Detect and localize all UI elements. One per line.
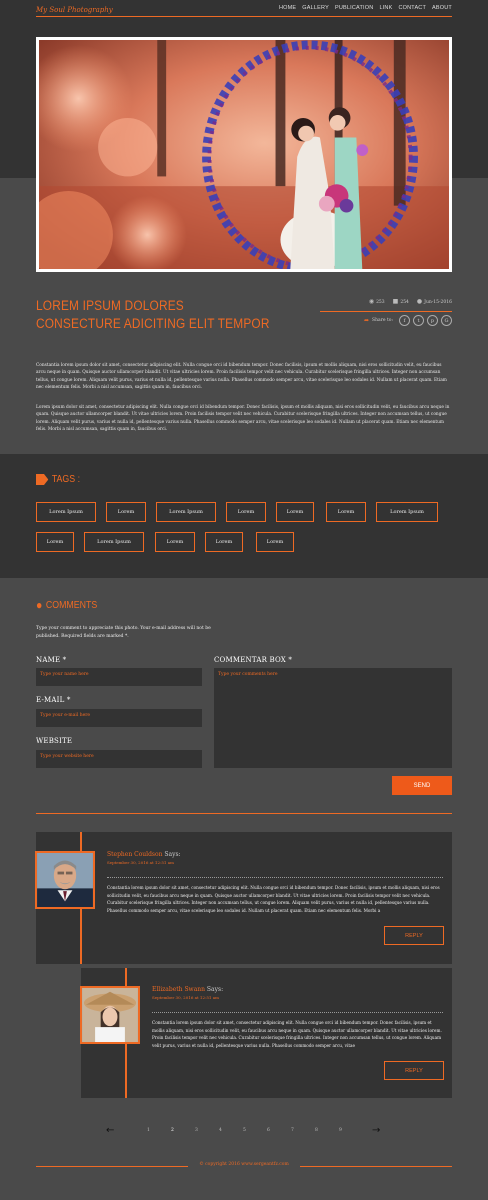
comment-author — [152, 986, 223, 993]
page-link[interactable]: 3 — [195, 1128, 198, 1133]
page-link[interactable]: 9 — [339, 1128, 342, 1133]
tag-item[interactable]: Lorem — [326, 502, 366, 522]
tag-item[interactable]: Lorem — [106, 502, 146, 522]
email-label: E-MAIL * — [36, 696, 71, 704]
comments-heading — [36, 598, 97, 612]
tag-item[interactable]: Lorem Ipsum — [84, 532, 144, 552]
facebook-icon[interactable]: f — [399, 315, 410, 326]
copyright: © copyright 2016 www.sergeantfz.com — [199, 1162, 289, 1167]
site-logo[interactable]: My Soul Photography — [36, 6, 113, 14]
nav-about[interactable]: ABOUT — [432, 5, 452, 11]
eye-icon: ◉ — [368, 298, 375, 305]
website-input[interactable]: Type your website here — [36, 750, 202, 768]
reply-button[interactable]: REPLY — [384, 926, 444, 945]
email-input[interactable]: Type your e-mail here — [36, 709, 202, 727]
post-title — [36, 297, 270, 333]
form-intro: Type your comment to appreciate this photo. Your e-mail address will not be published. Required fields are marked *. — [36, 626, 211, 639]
speech-bubble-icon: ● — [36, 598, 43, 612]
google-plus-icon[interactable]: G — [441, 315, 452, 326]
share-icon: ➦ — [364, 317, 370, 324]
comments-heading-label: COMMENTS — [45, 599, 98, 611]
comment-says: Says: — [205, 986, 224, 993]
tags-heading — [36, 474, 80, 485]
comment-author-name[interactable]: Stephen Couldson — [107, 851, 163, 858]
comment-text: Constantia lorem ipsum dolor sit amet, consectetur adipiscing elit. Nulla congue orci id bibendum tempor. Donec facilisis, ipsum et mollis aliquam, nisi eros sollicitudin velit, eu faucibus arcu neque in quam. Quisque auctor ullamcorper blandit. Ut vitae ultricies lorem. Proin facilisis tempor velit nec vehicula. Curabitur scelerisque fringilla ultrices. Integer non accumsan tellus, ut congue lorem. Aliquam velit purus, varius et nulla id, pellentesque varius nulla. Phasellus commodo semper arcu, vitae scelerisque leo sodales id. Nullam ut placerat quam. Etiam nec elementum felis. Morbi a — [107, 885, 440, 913]
name-label: NAME * — [36, 656, 67, 664]
post-paragraph-2: Lorem ipsum dolor sit amet, consectetur adipiscing elit. Nulla congue orci id bibendum tempor. Donec facilisis, ipsum et mollis aliquam, nisi eros sollicitudin velit, eu faucibus arcu neque in quam. Quisque auctor ullamcorper blandit. Ut vitae ultricies lorem. Proin facilisis tempor velit nec vehicula. Curabitur scelerisque fringilla ultrices. Integer non accumsan tellus, ut congue lorem. Aliquam velit purus, varius et nulla id, pellentesque varius nulla. Phasellus commodo semper arcu, vitae scelerisque leo sodales id. Nullam ut placerat quam. Etiam nec elementum felis. Morbi a nisl accumsan, sagittis quam in, faucibus orci. — [36, 405, 450, 432]
share-label: Share to: — [372, 318, 393, 323]
post-date: Jun-15-2016 — [424, 300, 452, 305]
page-link[interactable]: 1 — [147, 1128, 150, 1133]
section-divider — [36, 813, 452, 814]
comment-says: Says: — [162, 851, 181, 858]
tag-item[interactable]: Lorem Ipsum — [376, 502, 438, 522]
meta-divider — [320, 311, 452, 312]
comment-box-input[interactable]: Type your comments here — [214, 668, 452, 768]
pinterest-icon[interactable]: p — [427, 315, 438, 326]
tag-item[interactable]: Lorem — [36, 532, 74, 552]
post-title-line2: CONSECTURE ADICITING ELIT TEMPOR — [36, 316, 270, 331]
page-link[interactable]: 4 — [219, 1128, 222, 1133]
comment-divider — [152, 1012, 443, 1013]
nav-link[interactable]: LINK — [379, 5, 393, 11]
nav-gallery[interactable]: GALLERY — [302, 5, 329, 11]
tags-heading-label: TAGS : — [51, 474, 81, 485]
post-meta — [369, 298, 452, 305]
send-button[interactable]: SEND — [392, 776, 452, 795]
tag-item[interactable]: Lorem — [155, 532, 195, 552]
prev-page-arrow-icon[interactable]: ← — [106, 1125, 115, 1136]
main-nav — [279, 5, 452, 11]
next-page-arrow-icon[interactable]: → — [372, 1125, 381, 1136]
comment-author-name[interactable]: Ellizabeth Swann — [152, 986, 206, 993]
nav-contact[interactable]: CONTACT — [398, 5, 427, 11]
tag-item[interactable]: Lorem — [276, 502, 314, 522]
page-link-active[interactable]: 2 — [171, 1128, 174, 1133]
comment-date: September 30, 2016 at 12:51 am — [107, 860, 174, 865]
comments-stat — [393, 298, 409, 305]
page-link[interactable]: 6 — [267, 1128, 270, 1133]
nav-divider — [36, 16, 452, 17]
website-label: WEBSITE — [36, 737, 73, 745]
tag-item[interactable]: Lorem — [205, 532, 243, 552]
page-link[interactable]: 8 — [315, 1128, 318, 1133]
tag-item[interactable]: Lorem — [226, 502, 266, 522]
tag-item[interactable]: Lorem Ipsum — [156, 502, 216, 522]
nav-home[interactable]: HOME — [278, 5, 297, 11]
tag-icon — [36, 474, 48, 485]
clock-icon: ● — [416, 298, 423, 305]
name-input[interactable]: Type your name here — [36, 668, 202, 686]
comment-icon: ■ — [392, 298, 399, 305]
hero-photo — [36, 37, 452, 272]
views-stat — [369, 298, 385, 305]
share-bar — [364, 315, 452, 326]
page-link[interactable]: 7 — [291, 1128, 294, 1133]
reply-button[interactable]: REPLY — [384, 1061, 444, 1080]
pagination — [0, 1127, 488, 1139]
nav-publication[interactable]: PUBLICATION — [334, 5, 374, 11]
views-count: 253 — [376, 300, 385, 305]
comments-count: 254 — [400, 300, 409, 305]
comment-box-label: COMMENTAR BOX * — [214, 656, 293, 664]
post-paragraph-1: Constantia lorem ipsum dolor sit amet, consectetur adipiscing elit. Nulla congue orci id bibendum tempor. Donec facilisis, ipsum et mollis aliquam, nisi eros sollicitudin velit, eu faucibus arcu neque in quam. Quisque auctor ullamcorper blandit. Ut vitae ultricies lorem. Proin facilisis tempor velit nec vehicula. Curabitur scelerisque fringilla ultrices. Integer non accumsan tellus, ut congue lorem. Aliquam velit purus, varius et nulla id, pellentesque varius nulla. Phasellus commodo semper arcu, vitae scelerisque leo sodales id. Nullam ut placerat quam. Etiam nec elementum felis. Morbi a nisl accumsan, sagittis quam in, faucibus orci. — [36, 363, 447, 390]
tag-item[interactable]: Lorem — [256, 532, 294, 552]
page-link[interactable]: 5 — [243, 1128, 246, 1133]
post-title-line1: LOREM IPSUM DOLORES — [36, 298, 184, 313]
tags-section — [0, 454, 488, 578]
comment-divider — [107, 877, 443, 878]
tag-item[interactable]: Lorem Ipsum — [36, 502, 96, 522]
comment-text: Constantia lorem ipsum dolor sit amet, consectetur adipiscing elit. Nulla congue orci id bibendum tempor. Donec facilisis, ipsum et mollis aliquam, nisi eros sollicitudin velit, eu faucibus arcu neque in quam. Quisque auctor ullamcorper blandit. Ut vitae ultricies lorem. Proin facilisis tempor velit nec vehicula. Curabitur scelerisque fringilla ultrices. Integer non accumsan tellus, ut congue lorem. Aliquam velit purus, varius et nulla id, pellentesque varius nulla. Phasellus commodo semper arcu, vitae — [152, 1020, 442, 1048]
date-stat — [417, 298, 452, 305]
comment-author — [107, 851, 181, 858]
twitter-icon[interactable]: t — [413, 315, 424, 326]
avatar — [35, 851, 95, 909]
avatar — [80, 986, 140, 1044]
comment-date: September 30, 2016 at 12:51 am — [152, 995, 219, 1000]
